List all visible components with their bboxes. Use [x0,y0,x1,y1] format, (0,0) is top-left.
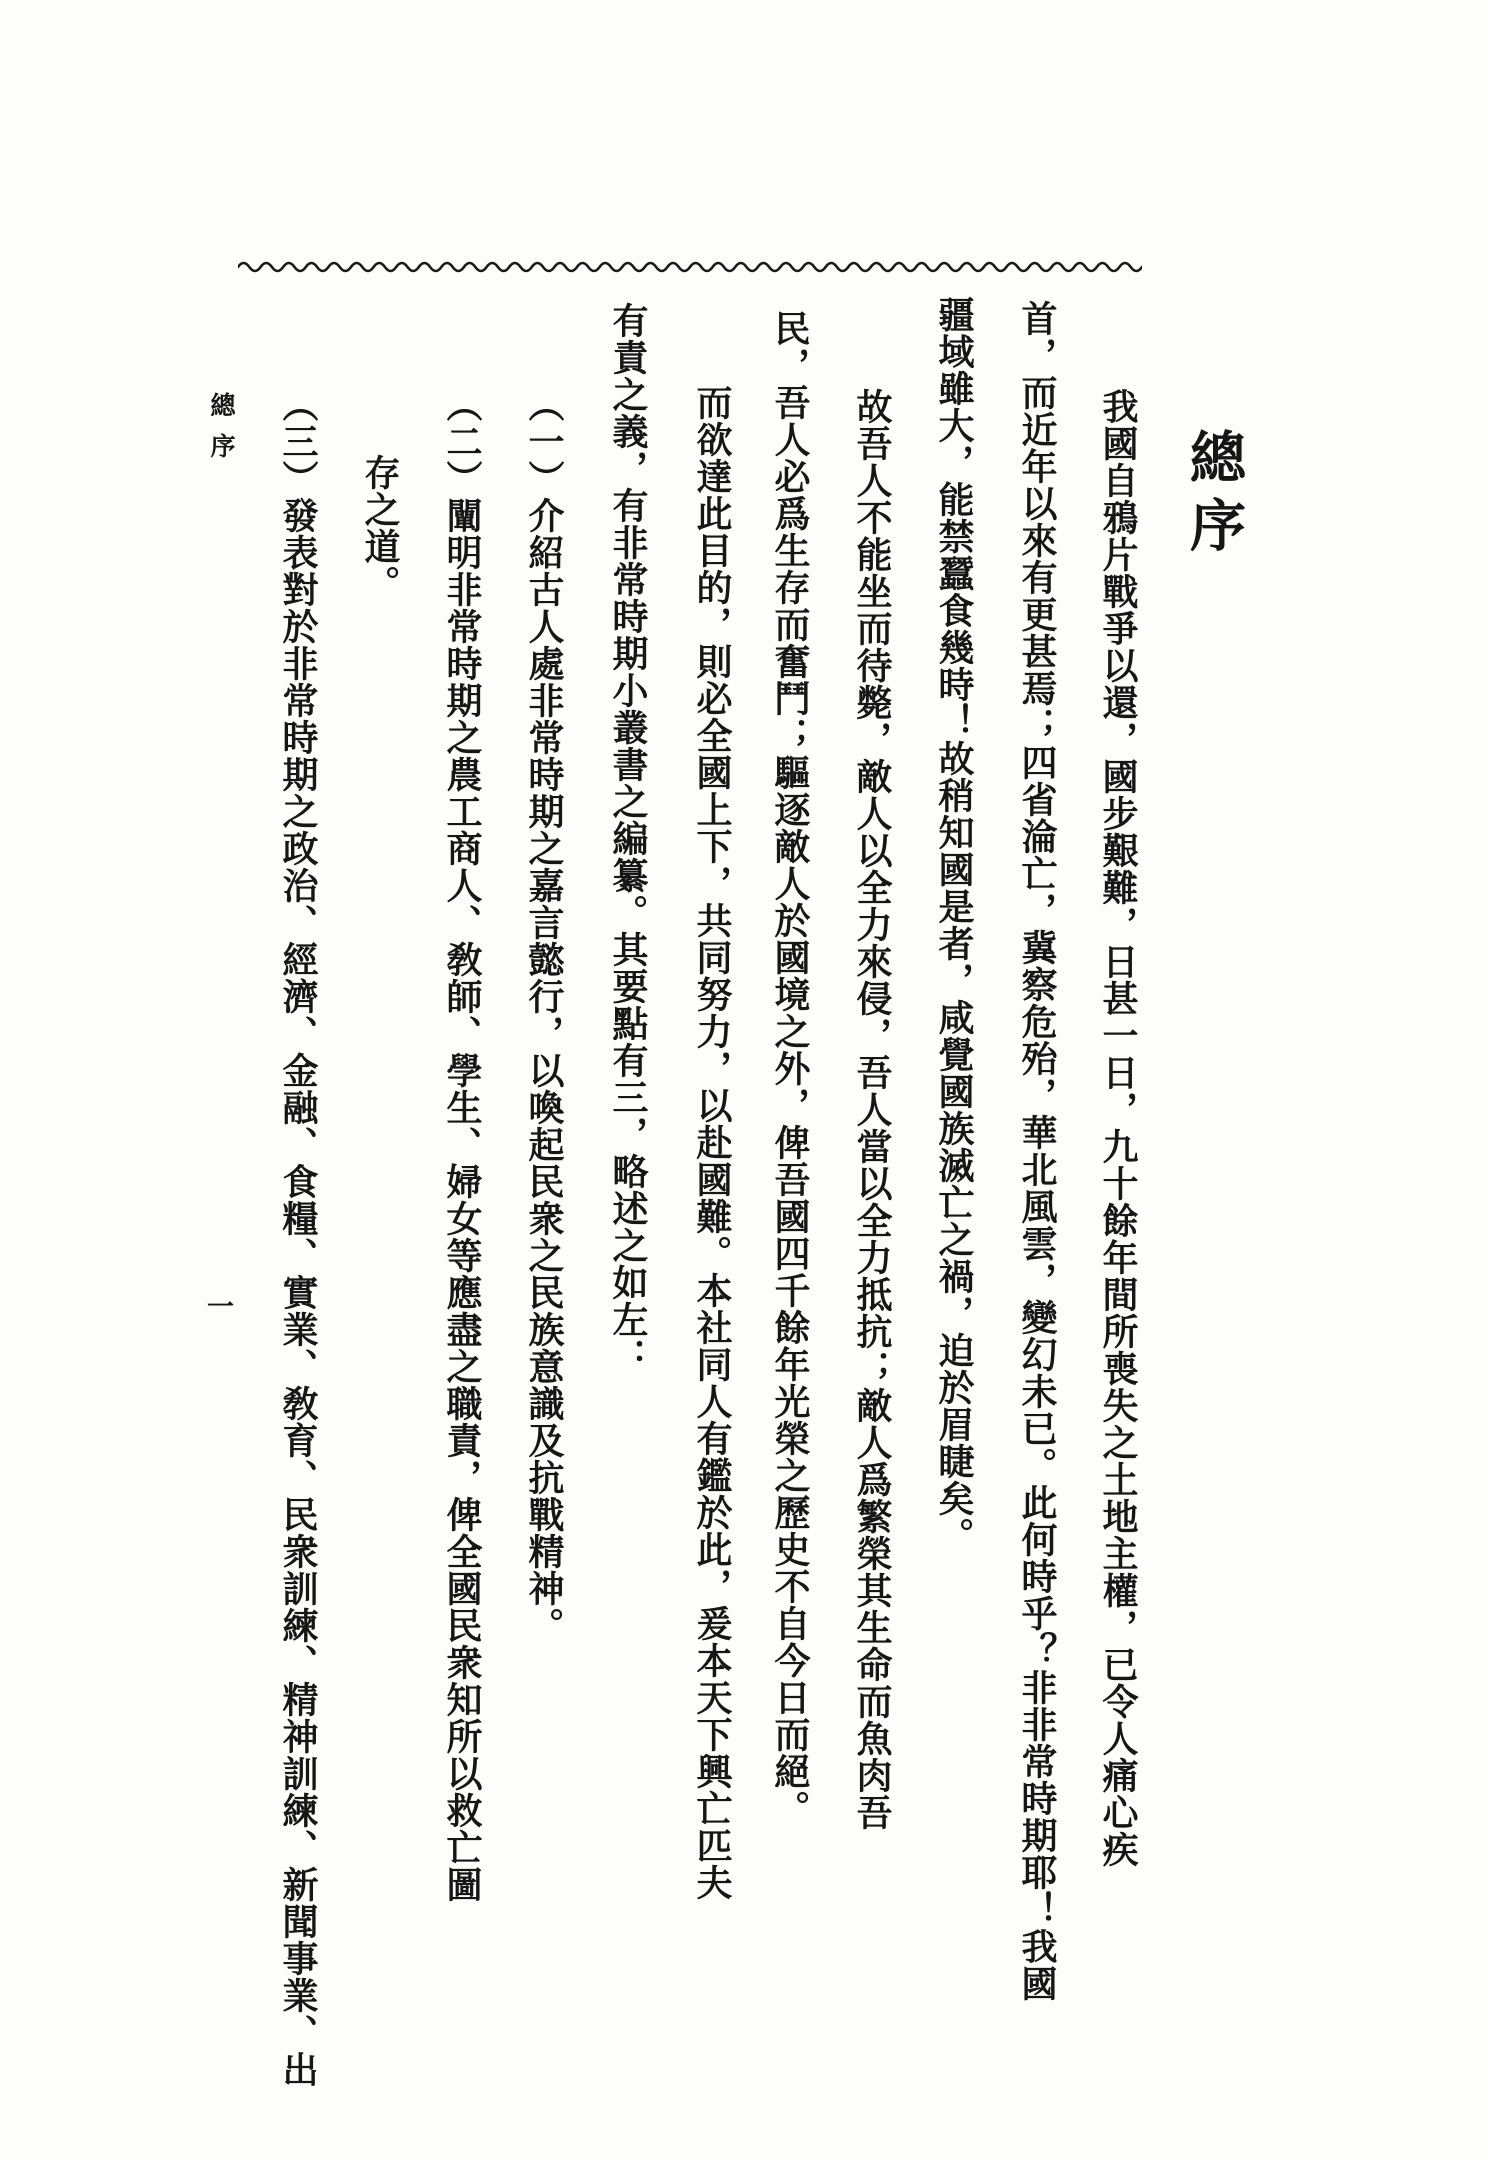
text-column: （三）發表對於非常時期之政治、經濟、金融、食糧、實業、敎育、民衆訓練、精神訓練、新聞事業、出 [278,386,318,2088]
wavy-divider [238,258,1142,274]
page-title: 總序 [1182,428,1244,564]
text-column: 有責之義，有非常時期小叢書之編纂。其要點有三，略述之如左： [608,302,648,1375]
text-column: 而欲達此目的，則必全國上下，共同努力，以赴國難。本社同人有鑑於此，爰本天下興亡匹夫 [692,384,732,1901]
text-column: 故吾人不能坐而待斃，敵人以全力來侵，吾人當以全力抵抗；敵人爲繁榮其生命而魚肉吾 [852,388,892,1831]
page-number: 一 [203,1292,233,1320]
text-column: （一）介紹古人處非常時期之嘉言懿行，以喚起民衆之民族意識及抗戰精神。 [524,386,564,1644]
text-column: 民，吾人必爲生存而奮鬥；驅逐敵人於國境之外，俾吾國四千餘年光榮之歷史不自今日而絕。 [770,310,810,1827]
text-column: 疆域雖大，能禁蠶食幾時！故稍知國是者，咸覺國族滅亡之禍，迫於眉睫矣。 [934,296,974,1554]
text-column: 我國自鴉片戰爭以還，國步艱難，日甚一日，九十餘年間所喪失之土地主權，已令人痛心疾 [1098,388,1138,1868]
margin-chapter-label: 總序 [207,392,234,474]
text-column: （二）闡明非常時期之農工商人、敎師、學生、婦女等應盡之職責，俾全國民衆知所以救亡圖 [442,386,482,1903]
text-column: 存之道。 [360,454,400,602]
text-column: 首，而近年以來有更甚焉；四省淪亡，冀察危殆，華北風雲，變幻未已。此何時乎？非非常時期耶！我國 [1017,300,1057,2002]
